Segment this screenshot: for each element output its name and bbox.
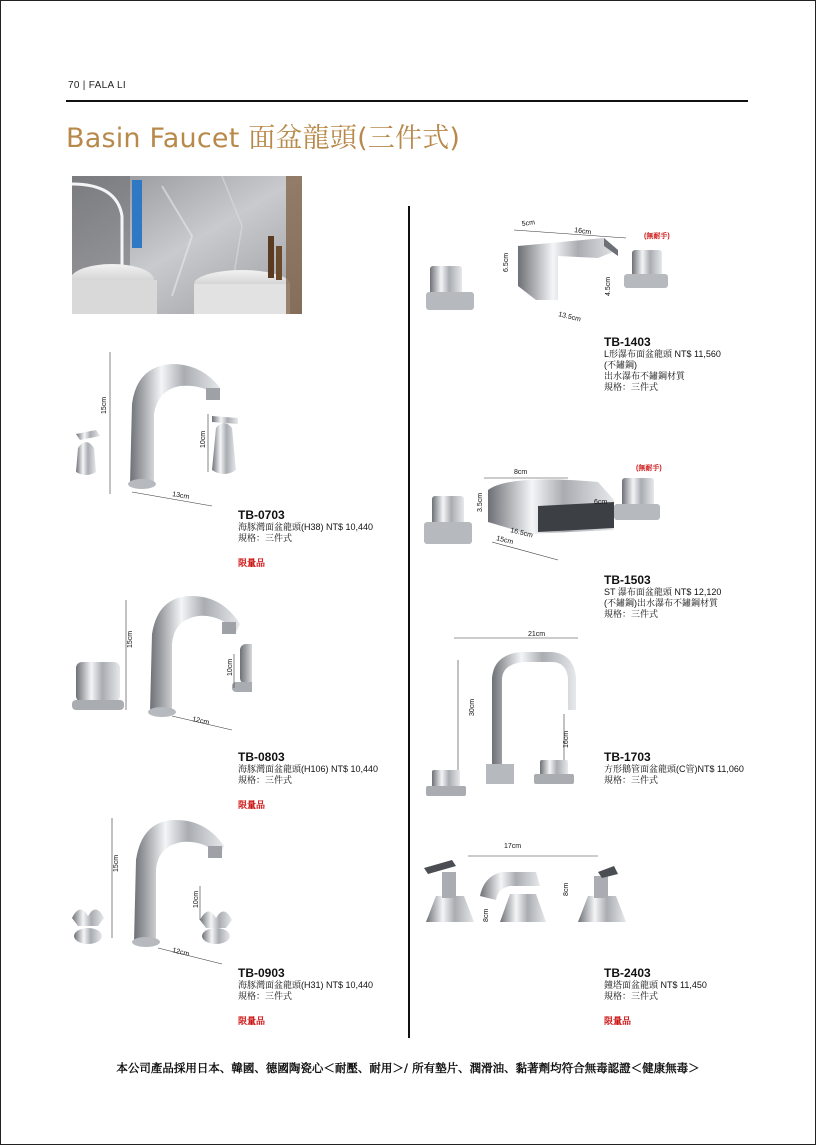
tb-2403-image	[418, 836, 638, 936]
tb-0903-dim-spout: 10cm	[193, 890, 200, 908]
product-desc-line: 海豚灣面盆龍頭(H38) NT$ 10,440	[238, 522, 374, 532]
tb-1403-dim-length: 16cm	[573, 227, 592, 237]
tb-0903-image	[62, 808, 252, 968]
tb-0803-image	[62, 584, 252, 734]
tb-1503-image	[418, 460, 708, 570]
tb-0903-dim-width: 12cm	[171, 947, 190, 959]
product-desc-line: 規格：三件式	[604, 609, 659, 619]
tb-0703-dim-width: 13cm	[171, 491, 190, 501]
bathroom-photo	[72, 176, 302, 314]
product-tb-0903	[238, 966, 373, 1027]
product-desc-line: 規格：三件式	[238, 775, 293, 785]
product-desc-line: 規格：三件式	[604, 991, 659, 1001]
page-title: Basin Faucet 面盆龍頭(三件式)	[66, 123, 461, 154]
product-desc-line: 出水瀑布不鏽鋼材質	[604, 371, 686, 381]
tb-1403-dim-base: 13.5cm	[557, 311, 582, 324]
tb-0803-dim-spout: 10cm	[227, 658, 234, 676]
tb-2403-dim-height: 8cm	[563, 882, 570, 896]
tb-0903-dim-height: 15cm	[113, 854, 120, 872]
tb-1503-note: (無耐手)	[636, 465, 662, 472]
tb-1503-dim-top: 8cm	[514, 469, 528, 476]
limited-tag: 限量品	[238, 800, 266, 810]
tb-2403-dim-spout: 8cm	[483, 908, 490, 922]
tb-1503-dim-mid: 16.5cm	[509, 527, 534, 540]
header-rule	[66, 100, 748, 102]
tb-2403-dim-width: 17cm	[504, 843, 522, 850]
tb-0703-dim-spout: 10cm	[200, 430, 207, 448]
tb-1703-dim-width: 21cm	[528, 631, 546, 638]
tb-1703-dim-height: 30cm	[469, 698, 476, 716]
product-tb-1703	[604, 750, 744, 786]
product-tb-1503	[604, 573, 721, 620]
tb-1403-note: (無耐手)	[644, 233, 670, 240]
tb-1403-dim-spout: 4.5cm	[605, 276, 612, 296]
tb-1503-dim-height: 3.5cm	[477, 492, 484, 512]
tb-1703-image	[418, 630, 608, 820]
tb-1703-dim-spout: 16cm	[563, 730, 570, 748]
product-desc-line: 規格：三件式	[238, 533, 293, 543]
product-desc-line: 規格：三件式	[604, 775, 659, 785]
product-desc-line: 規格：三件式	[604, 382, 659, 392]
tb-0703-image	[62, 344, 252, 512]
product-code: TB-1403	[604, 335, 651, 349]
product-desc-line: (不鏽鋼)出水瀑布不鏽鋼材質	[604, 598, 718, 608]
product-code: TB-1503	[604, 573, 651, 587]
product-tb-1403	[604, 335, 721, 393]
limited-tag: 限量品	[238, 1016, 266, 1026]
product-desc-line: 規格：三件式	[238, 991, 293, 1001]
product-code: TB-0903	[238, 966, 285, 980]
tb-1403-dim-height: 6.5cm	[503, 252, 510, 272]
product-code: TB-0703	[238, 508, 285, 522]
tb-1503-dim-base: 15cm	[495, 535, 514, 547]
tb-0803-dim-height: 15cm	[127, 630, 134, 648]
tb-1403-image	[418, 216, 708, 326]
tb-0803-dim-width: 12cm	[191, 716, 210, 727]
limited-tag: 限量品	[604, 1016, 632, 1026]
product-code: TB-1703	[604, 750, 651, 764]
tb-1403-dim-top: 5cm	[521, 219, 536, 228]
footer-note: 本公司產品採用日本、韓國、德國陶瓷心＜耐壓、耐用＞/ 所有墊片、潤滑油、黏著劑均符合無毒認證＜健康無毒＞	[116, 1061, 700, 1075]
product-code: TB-0803	[238, 750, 285, 764]
product-tb-2403	[604, 966, 707, 1027]
product-desc-line: 鐘塔面盆龍頭 NT$ 11,450	[604, 980, 707, 990]
product-tb-0803	[238, 750, 378, 811]
column-divider	[408, 206, 410, 1038]
limited-tag: 限量品	[238, 558, 266, 568]
product-desc-line: (不鏽鋼)	[604, 360, 637, 370]
product-desc-line: L形瀑布面盆龍頭 NT$ 11,560	[604, 349, 721, 359]
page-header: 70 | FALA LI	[68, 80, 126, 91]
tb-0703-dim-height: 15cm	[101, 396, 108, 414]
product-desc-line: 海豚灣面盆龍頭(H31) NT$ 10,440	[238, 980, 374, 990]
product-desc-line: 海豚灣面盆龍頭(H106) NT$ 10,440	[238, 764, 379, 774]
product-desc-line: ST 瀑布面盆龍頭 NT$ 12,120	[604, 587, 722, 597]
product-desc-line: 方形鵝管面盆龍頭(C管)NT$ 11,060	[604, 764, 744, 774]
tb-1503-dim-spout: 6cm	[594, 499, 608, 506]
product-code: TB-2403	[604, 966, 651, 980]
product-tb-0703	[238, 508, 373, 569]
